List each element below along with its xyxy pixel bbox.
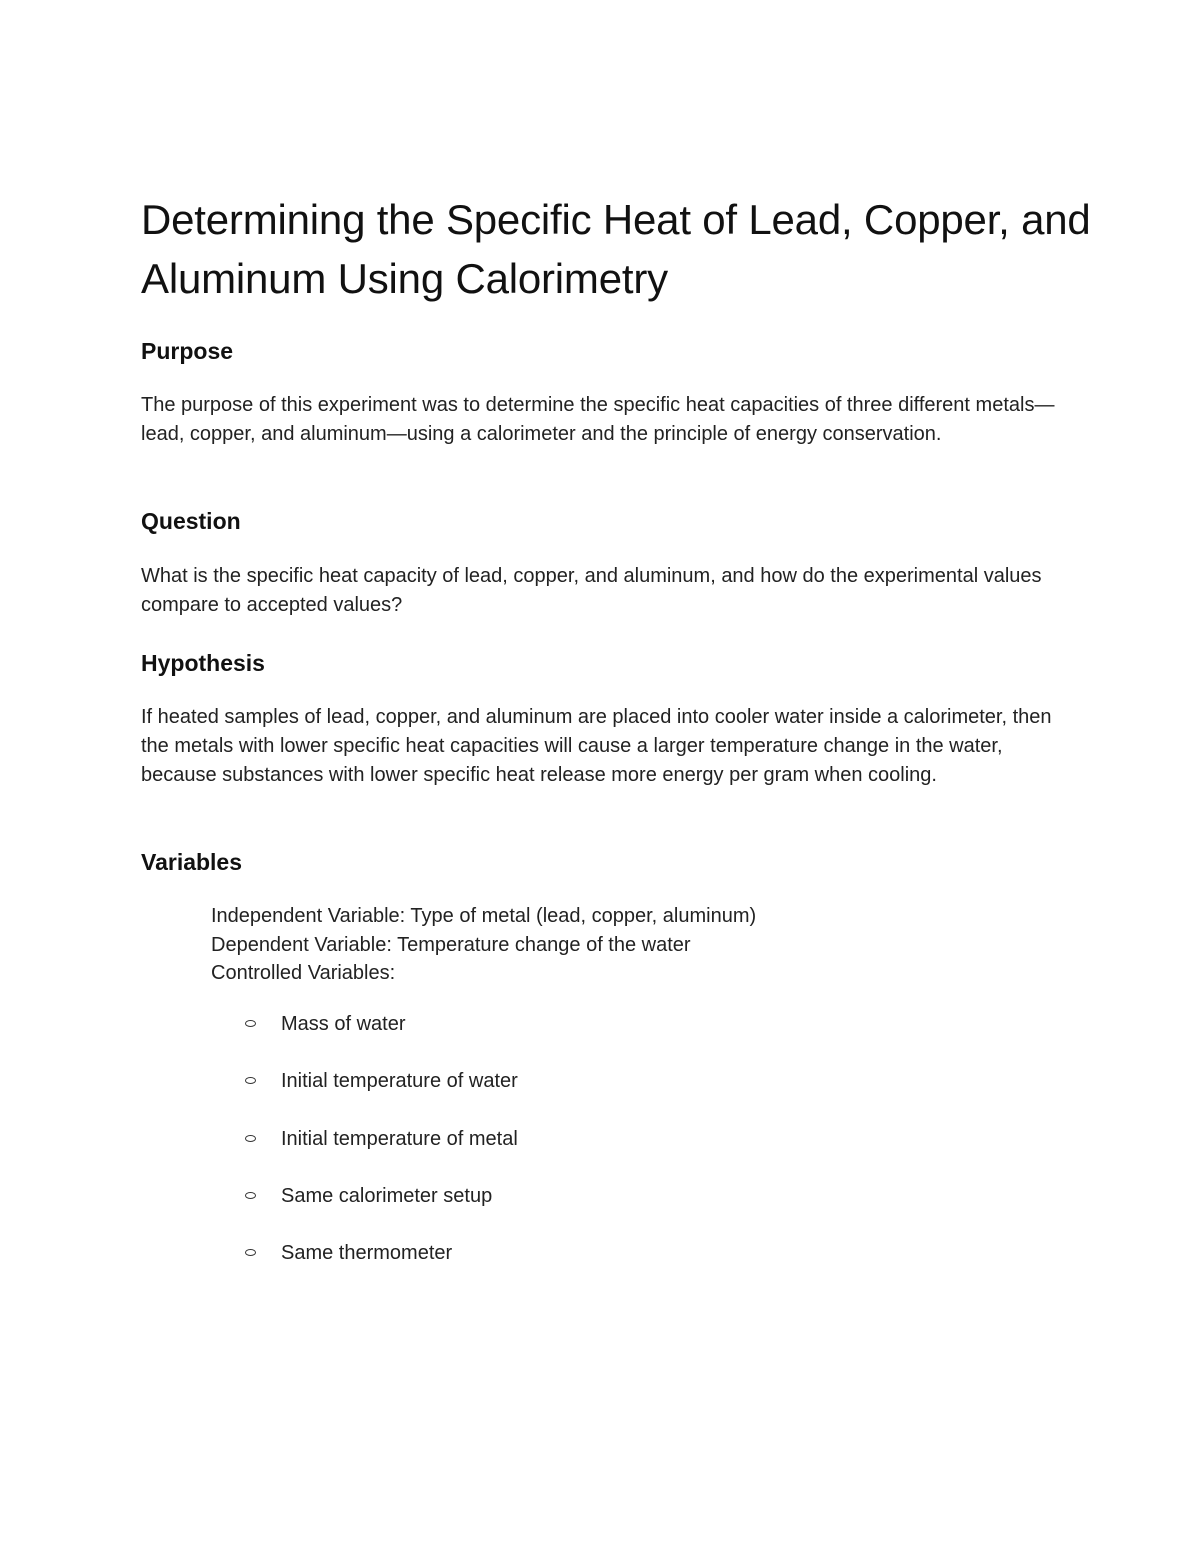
- hypothesis-text: If heated samples of lead, copper, and aluminum are placed into cooler water inside a calorimeter, then the metals with lower specific heat capacities will cause a larger temperature change in the water, because substances with lower specific heat release more energy per gram when cooling.: [141, 706, 1052, 786]
- independent-variable: Independent Variable: Type of metal (lead, copper, aluminum): [211, 905, 757, 927]
- variables-heading: Variables: [141, 849, 243, 875]
- list-item-text: Same calorimeter setup: [281, 1184, 493, 1207]
- list-item-text: Same thermometer: [281, 1242, 453, 1264]
- controlled-variables-label: Controlled Variables:: [211, 962, 396, 984]
- hypothesis-heading: Hypothesis: [141, 650, 265, 676]
- hollow-circle-bullet-icon: [245, 1135, 256, 1142]
- document-title: Determining the Specific Heat of Lead, Copper, and Aluminum Using Calorimetry: [141, 196, 1091, 302]
- hollow-circle-bullet-icon: [245, 1020, 256, 1027]
- list-item-text: Mass of water: [281, 1013, 406, 1035]
- list-item-text: Initial temperature of water: [281, 1070, 518, 1093]
- question-text: What is the specific heat capacity of lead, copper, and aluminum, and how do the experimental values compare to accepted values?: [141, 565, 1042, 616]
- list-item: [245, 1239, 518, 1296]
- purpose-text: The purpose of this experiment was to determine the specific heat capacities of three different metals—lead, copper, and aluminum—using a calorimeter and the principle of energy conservation.: [141, 394, 1055, 445]
- purpose-heading: Purpose: [141, 338, 234, 364]
- dependent-variable: Dependent Variable: Temperature change of the water: [211, 933, 691, 956]
- list-item: [245, 1067, 518, 1124]
- list-item: [245, 1125, 518, 1182]
- hollow-circle-bullet-icon: [245, 1192, 256, 1199]
- variables-block: [211, 902, 1011, 988]
- controlled-variables-list: [245, 1010, 518, 1296]
- hollow-circle-bullet-icon: [245, 1249, 256, 1256]
- question-heading: Question: [141, 508, 241, 534]
- list-item: [245, 1182, 518, 1239]
- hollow-circle-bullet-icon: [245, 1077, 256, 1084]
- list-item-text: Initial temperature of metal: [281, 1127, 518, 1150]
- list-item: [245, 1010, 518, 1067]
